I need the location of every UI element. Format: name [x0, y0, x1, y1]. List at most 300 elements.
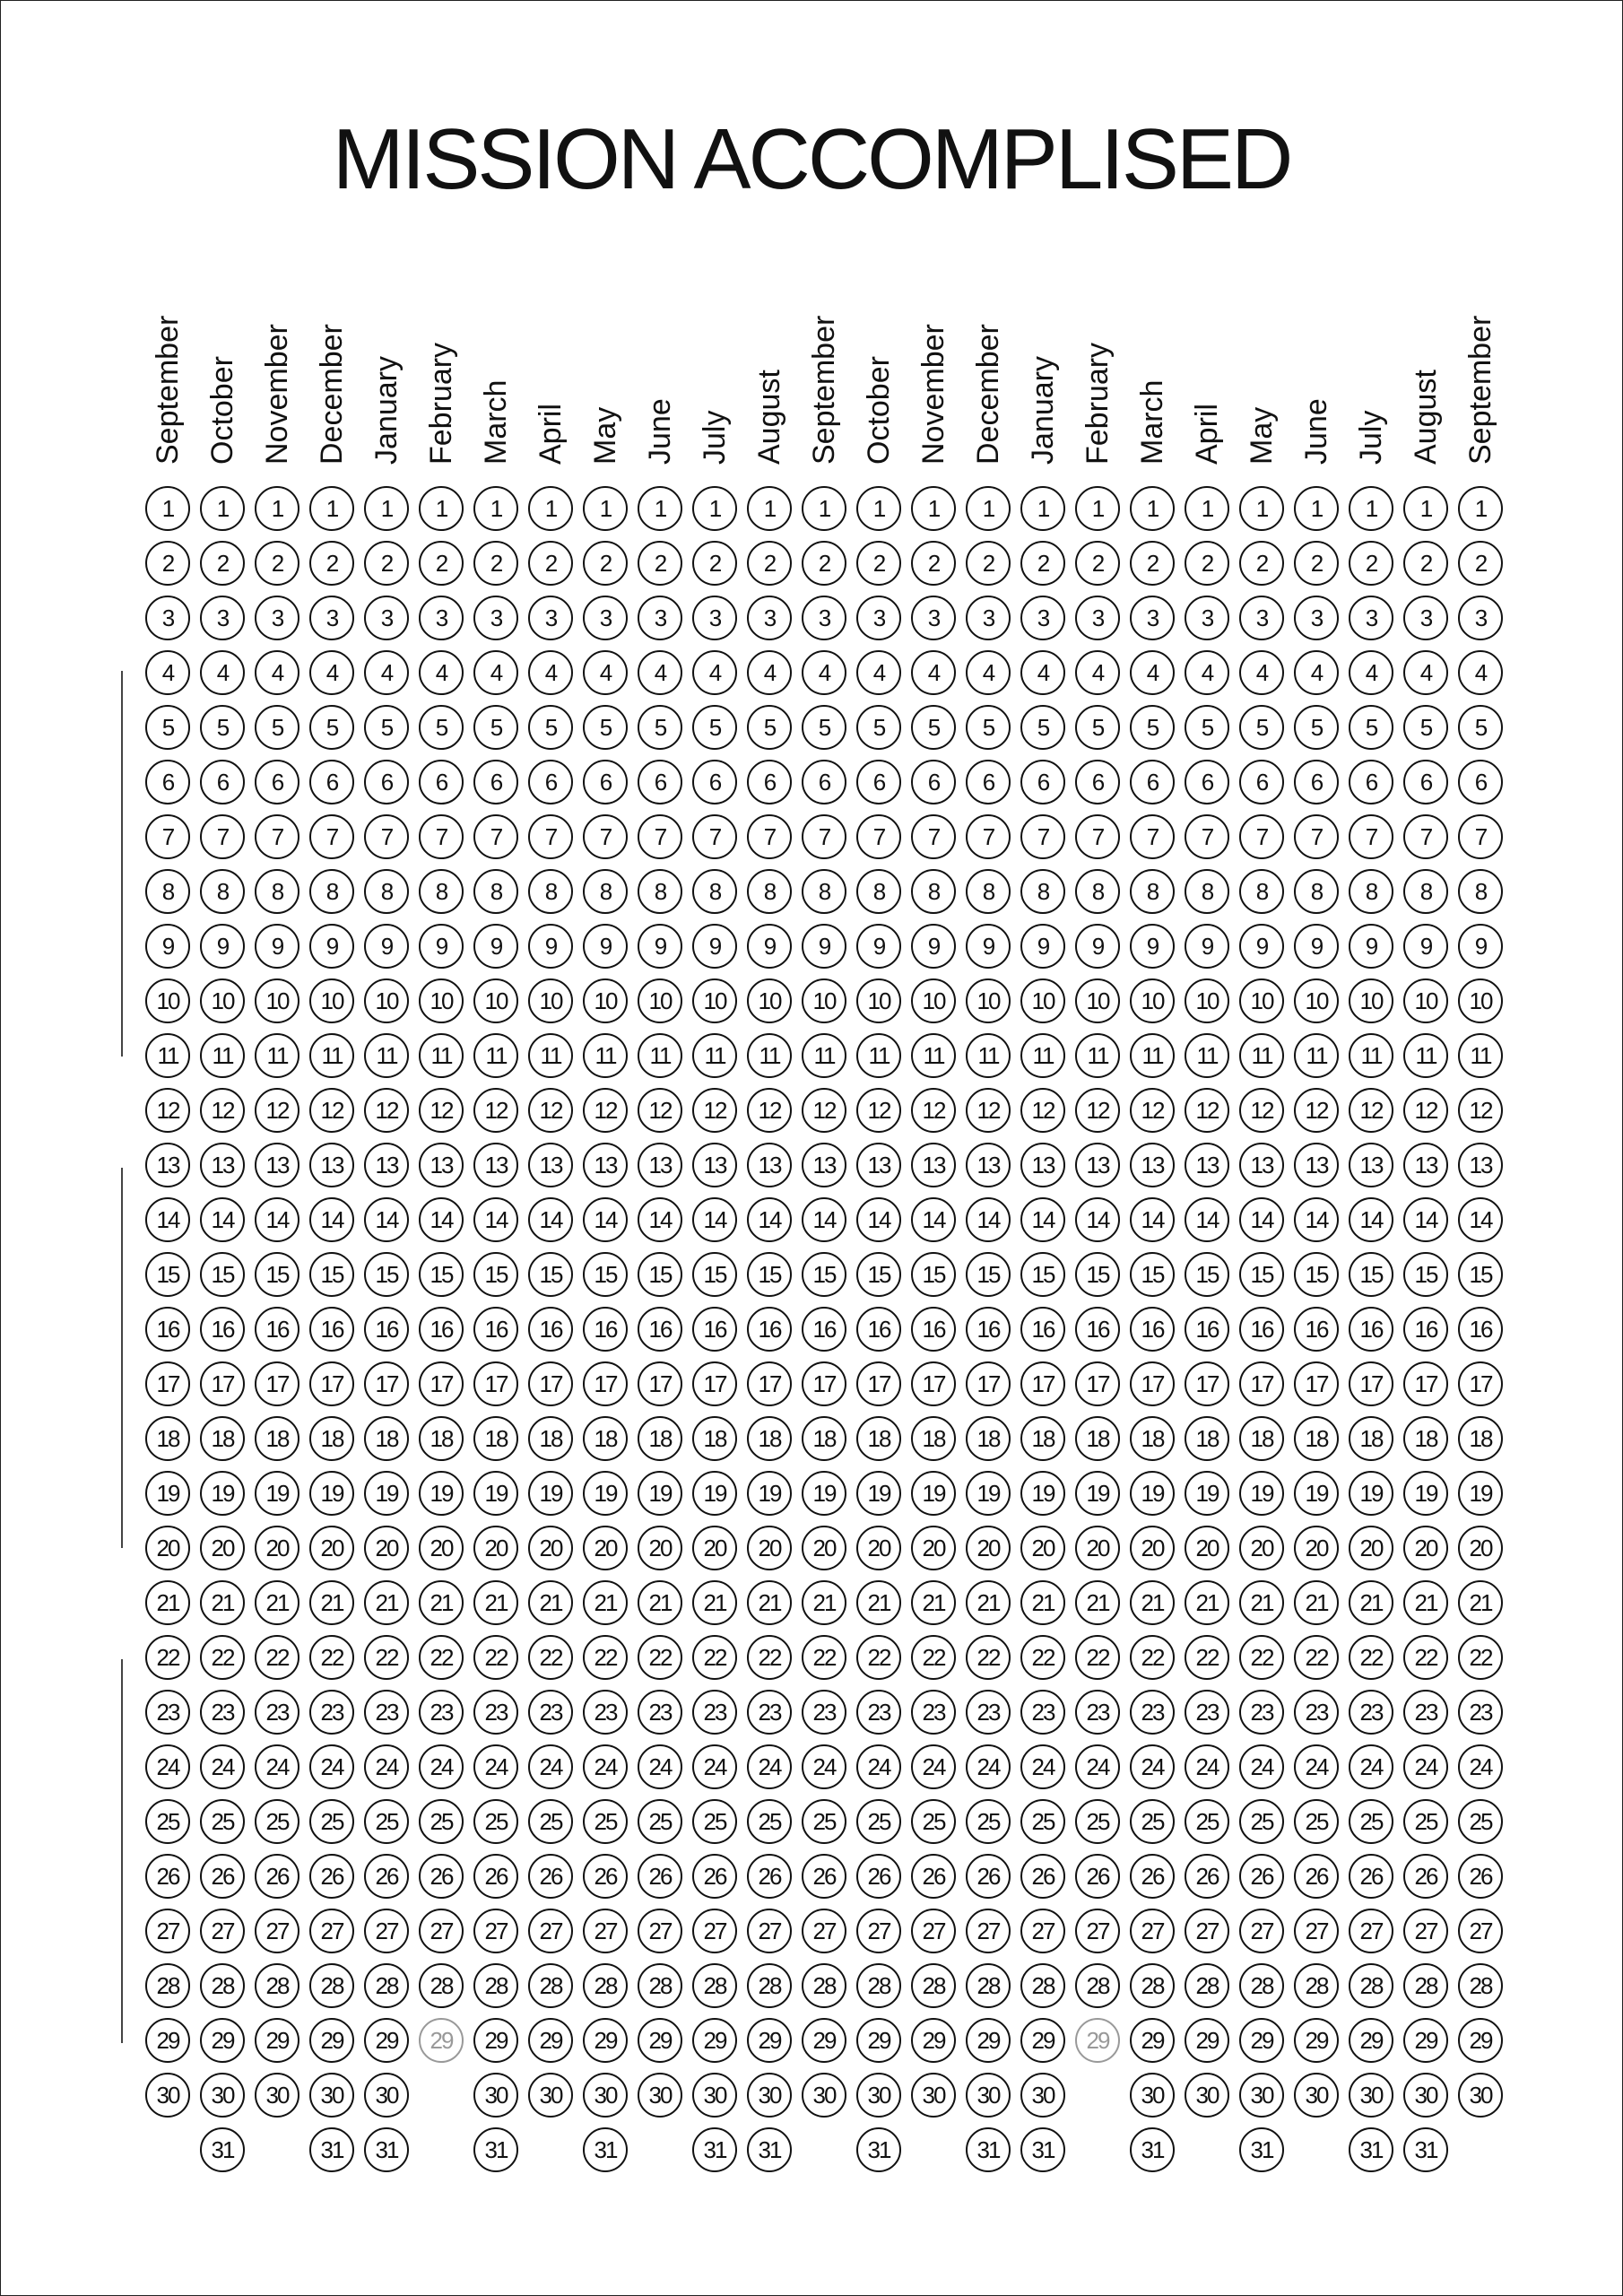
day-circle[interactable]: 24	[911, 1744, 956, 1789]
day-circle[interactable]: 15	[1403, 1252, 1448, 1297]
day-circle[interactable]: 1	[692, 486, 737, 531]
day-circle[interactable]: 24	[1185, 1744, 1229, 1789]
day-circle[interactable]: 29	[1403, 2018, 1448, 2063]
day-circle[interactable]: 12	[1294, 1088, 1339, 1133]
day-circle[interactable]: 17	[911, 1361, 956, 1406]
day-circle[interactable]: 21	[966, 1580, 1011, 1625]
day-circle[interactable]: 25	[528, 1799, 573, 1844]
day-circle[interactable]: 19	[200, 1471, 245, 1516]
day-circle[interactable]: 16	[1185, 1307, 1229, 1352]
day-circle[interactable]: 23	[528, 1690, 573, 1735]
day-circle[interactable]: 13	[364, 1143, 409, 1187]
day-circle[interactable]: 11	[200, 1033, 245, 1078]
day-circle[interactable]: 14	[255, 1197, 299, 1242]
day-circle[interactable]: 14	[1075, 1197, 1120, 1242]
day-circle[interactable]: 13	[966, 1143, 1011, 1187]
day-circle[interactable]: 10	[1403, 978, 1448, 1023]
day-circle[interactable]: 11	[1020, 1033, 1065, 1078]
day-circle[interactable]: 9	[255, 924, 299, 969]
day-circle[interactable]: 29	[419, 2018, 464, 2063]
day-circle[interactable]: 5	[802, 705, 846, 750]
day-circle[interactable]: 25	[1458, 1799, 1503, 1844]
day-circle[interactable]: 6	[692, 760, 737, 804]
day-circle[interactable]: 30	[1349, 2073, 1393, 2118]
day-circle[interactable]: 12	[419, 1088, 464, 1133]
day-circle[interactable]: 14	[747, 1197, 792, 1242]
day-circle[interactable]: 19	[419, 1471, 464, 1516]
day-circle[interactable]: 19	[966, 1471, 1011, 1516]
day-circle[interactable]: 28	[747, 1963, 792, 2008]
day-circle[interactable]: 10	[911, 978, 956, 1023]
day-circle[interactable]: 10	[638, 978, 682, 1023]
day-circle[interactable]: 18	[364, 1416, 409, 1461]
day-circle[interactable]: 16	[692, 1307, 737, 1352]
day-circle[interactable]: 26	[1130, 1854, 1175, 1899]
day-circle[interactable]: 5	[255, 705, 299, 750]
day-circle[interactable]: 22	[747, 1635, 792, 1680]
day-circle[interactable]: 20	[692, 1526, 737, 1570]
day-circle[interactable]: 8	[1130, 869, 1175, 914]
day-circle[interactable]: 4	[692, 650, 737, 695]
day-circle[interactable]: 21	[528, 1580, 573, 1625]
day-circle[interactable]: 21	[145, 1580, 190, 1625]
day-circle[interactable]: 27	[1349, 1909, 1393, 1953]
day-circle[interactable]: 26	[856, 1854, 901, 1899]
day-circle[interactable]: 27	[966, 1909, 1011, 1953]
day-circle[interactable]: 20	[583, 1526, 628, 1570]
day-circle[interactable]: 4	[966, 650, 1011, 695]
day-circle[interactable]: 30	[638, 2073, 682, 2118]
day-circle[interactable]: 17	[255, 1361, 299, 1406]
day-circle[interactable]: 2	[1294, 541, 1339, 586]
day-circle[interactable]: 5	[638, 705, 682, 750]
day-circle[interactable]: 11	[1458, 1033, 1503, 1078]
day-circle[interactable]: 14	[1020, 1197, 1065, 1242]
day-circle[interactable]: 3	[911, 596, 956, 640]
day-circle[interactable]: 19	[1239, 1471, 1284, 1516]
day-circle[interactable]: 6	[1075, 760, 1120, 804]
day-circle[interactable]: 2	[747, 541, 792, 586]
day-circle[interactable]: 30	[966, 2073, 1011, 2118]
day-circle[interactable]: 20	[200, 1526, 245, 1570]
day-circle[interactable]: 24	[802, 1744, 846, 1789]
day-circle[interactable]: 26	[255, 1854, 299, 1899]
day-circle[interactable]: 18	[1458, 1416, 1503, 1461]
day-circle[interactable]: 11	[473, 1033, 518, 1078]
day-circle[interactable]: 1	[309, 486, 354, 531]
day-circle[interactable]: 17	[638, 1361, 682, 1406]
day-circle[interactable]: 27	[802, 1909, 846, 1953]
day-circle[interactable]: 29	[638, 2018, 682, 2063]
day-circle[interactable]: 6	[364, 760, 409, 804]
day-circle[interactable]: 30	[1403, 2073, 1448, 2118]
day-circle[interactable]: 7	[966, 814, 1011, 859]
day-circle[interactable]: 23	[1239, 1690, 1284, 1735]
day-circle[interactable]: 15	[364, 1252, 409, 1297]
day-circle[interactable]: 19	[1294, 1471, 1339, 1516]
day-circle[interactable]: 14	[364, 1197, 409, 1242]
day-circle[interactable]: 25	[364, 1799, 409, 1844]
day-circle[interactable]: 23	[364, 1690, 409, 1735]
day-circle[interactable]: 30	[1239, 2073, 1284, 2118]
day-circle[interactable]: 2	[856, 541, 901, 586]
day-circle[interactable]: 16	[1403, 1307, 1448, 1352]
day-circle[interactable]: 25	[255, 1799, 299, 1844]
day-circle[interactable]: 21	[1239, 1580, 1284, 1625]
day-circle[interactable]: 17	[145, 1361, 190, 1406]
day-circle[interactable]: 5	[1130, 705, 1175, 750]
day-circle[interactable]: 12	[528, 1088, 573, 1133]
day-circle[interactable]: 21	[856, 1580, 901, 1625]
day-circle[interactable]: 25	[1020, 1799, 1065, 1844]
day-circle[interactable]: 11	[1130, 1033, 1175, 1078]
day-circle[interactable]: 18	[1294, 1416, 1339, 1461]
day-circle[interactable]: 7	[747, 814, 792, 859]
day-circle[interactable]: 27	[528, 1909, 573, 1953]
day-circle[interactable]: 31	[1403, 2127, 1448, 2172]
day-circle[interactable]: 31	[200, 2127, 245, 2172]
day-circle[interactable]: 7	[309, 814, 354, 859]
day-circle[interactable]: 15	[856, 1252, 901, 1297]
day-circle[interactable]: 24	[1294, 1744, 1339, 1789]
day-circle[interactable]: 8	[856, 869, 901, 914]
day-circle[interactable]: 25	[473, 1799, 518, 1844]
day-circle[interactable]: 18	[692, 1416, 737, 1461]
day-circle[interactable]: 2	[1403, 541, 1448, 586]
day-circle[interactable]: 12	[255, 1088, 299, 1133]
day-circle[interactable]: 21	[638, 1580, 682, 1625]
day-circle[interactable]: 10	[1020, 978, 1065, 1023]
day-circle[interactable]: 22	[638, 1635, 682, 1680]
day-circle[interactable]: 9	[856, 924, 901, 969]
day-circle[interactable]: 15	[200, 1252, 245, 1297]
day-circle[interactable]: 18	[802, 1416, 846, 1461]
day-circle[interactable]: 18	[583, 1416, 628, 1461]
day-circle[interactable]: 28	[966, 1963, 1011, 2008]
day-circle[interactable]: 30	[747, 2073, 792, 2118]
day-circle[interactable]: 4	[1403, 650, 1448, 695]
day-circle[interactable]: 6	[1130, 760, 1175, 804]
day-circle[interactable]: 6	[1020, 760, 1065, 804]
day-circle[interactable]: 2	[583, 541, 628, 586]
day-circle[interactable]: 21	[255, 1580, 299, 1625]
day-circle[interactable]: 27	[255, 1909, 299, 1953]
day-circle[interactable]: 2	[255, 541, 299, 586]
day-circle[interactable]: 20	[1294, 1526, 1339, 1570]
day-circle[interactable]: 17	[1020, 1361, 1065, 1406]
day-circle[interactable]: 27	[1130, 1909, 1175, 1953]
day-circle[interactable]: 12	[1349, 1088, 1393, 1133]
day-circle[interactable]: 2	[200, 541, 245, 586]
day-circle[interactable]: 20	[1020, 1526, 1065, 1570]
day-circle[interactable]: 22	[1020, 1635, 1065, 1680]
day-circle[interactable]: 19	[528, 1471, 573, 1516]
day-circle[interactable]: 8	[1403, 869, 1448, 914]
day-circle[interactable]: 20	[856, 1526, 901, 1570]
day-circle[interactable]: 13	[692, 1143, 737, 1187]
day-circle[interactable]: 29	[583, 2018, 628, 2063]
day-circle[interactable]: 30	[692, 2073, 737, 2118]
day-circle[interactable]: 3	[473, 596, 518, 640]
day-circle[interactable]: 31	[309, 2127, 354, 2172]
day-circle[interactable]: 30	[1130, 2073, 1175, 2118]
day-circle[interactable]: 6	[528, 760, 573, 804]
day-circle[interactable]: 12	[309, 1088, 354, 1133]
day-circle[interactable]: 16	[528, 1307, 573, 1352]
day-circle[interactable]: 17	[1075, 1361, 1120, 1406]
day-circle[interactable]: 8	[419, 869, 464, 914]
day-circle[interactable]: 31	[1020, 2127, 1065, 2172]
day-circle[interactable]: 15	[1130, 1252, 1175, 1297]
day-circle[interactable]: 10	[1349, 978, 1393, 1023]
day-circle[interactable]: 26	[528, 1854, 573, 1899]
day-circle[interactable]: 25	[1075, 1799, 1120, 1844]
day-circle[interactable]: 15	[966, 1252, 1011, 1297]
day-circle[interactable]: 4	[856, 650, 901, 695]
day-circle[interactable]: 21	[473, 1580, 518, 1625]
day-circle[interactable]: 21	[309, 1580, 354, 1625]
day-circle[interactable]: 20	[473, 1526, 518, 1570]
day-circle[interactable]: 30	[1294, 2073, 1339, 2118]
day-circle[interactable]: 2	[528, 541, 573, 586]
day-circle[interactable]: 9	[200, 924, 245, 969]
day-circle[interactable]: 3	[638, 596, 682, 640]
day-circle[interactable]: 5	[309, 705, 354, 750]
day-circle[interactable]: 1	[1458, 486, 1503, 531]
day-circle[interactable]: 15	[747, 1252, 792, 1297]
day-circle[interactable]: 22	[200, 1635, 245, 1680]
day-circle[interactable]: 19	[309, 1471, 354, 1516]
day-circle[interactable]: 17	[692, 1361, 737, 1406]
day-circle[interactable]: 25	[966, 1799, 1011, 1844]
day-circle[interactable]: 9	[528, 924, 573, 969]
day-circle[interactable]: 27	[473, 1909, 518, 1953]
day-circle[interactable]: 4	[747, 650, 792, 695]
day-circle[interactable]: 10	[1075, 978, 1120, 1023]
day-circle[interactable]: 9	[309, 924, 354, 969]
day-circle[interactable]: 13	[911, 1143, 956, 1187]
day-circle[interactable]: 23	[911, 1690, 956, 1735]
day-circle[interactable]: 24	[1020, 1744, 1065, 1789]
day-circle[interactable]: 23	[638, 1690, 682, 1735]
day-circle[interactable]: 24	[966, 1744, 1011, 1789]
day-circle[interactable]: 6	[1349, 760, 1393, 804]
day-circle[interactable]: 17	[419, 1361, 464, 1406]
day-circle[interactable]: 7	[1185, 814, 1229, 859]
day-circle[interactable]: 24	[364, 1744, 409, 1789]
day-circle[interactable]: 12	[200, 1088, 245, 1133]
day-circle[interactable]: 27	[200, 1909, 245, 1953]
day-circle[interactable]: 2	[802, 541, 846, 586]
day-circle[interactable]: 11	[1075, 1033, 1120, 1078]
day-circle[interactable]: 7	[802, 814, 846, 859]
day-circle[interactable]: 15	[1020, 1252, 1065, 1297]
day-circle[interactable]: 15	[583, 1252, 628, 1297]
day-circle[interactable]: 6	[747, 760, 792, 804]
day-circle[interactable]: 3	[1185, 596, 1229, 640]
day-circle[interactable]: 12	[1020, 1088, 1065, 1133]
day-circle[interactable]: 29	[528, 2018, 573, 2063]
day-circle[interactable]: 11	[419, 1033, 464, 1078]
day-circle[interactable]: 28	[255, 1963, 299, 2008]
day-circle[interactable]: 28	[1130, 1963, 1175, 2008]
day-circle[interactable]: 30	[200, 2073, 245, 2118]
day-circle[interactable]: 13	[1349, 1143, 1393, 1187]
day-circle[interactable]: 22	[255, 1635, 299, 1680]
day-circle[interactable]: 9	[911, 924, 956, 969]
day-circle[interactable]: 13	[200, 1143, 245, 1187]
day-circle[interactable]: 21	[1185, 1580, 1229, 1625]
day-circle[interactable]: 22	[1075, 1635, 1120, 1680]
day-circle[interactable]: 19	[1349, 1471, 1393, 1516]
day-circle[interactable]: 20	[966, 1526, 1011, 1570]
day-circle[interactable]: 17	[966, 1361, 1011, 1406]
day-circle[interactable]: 16	[419, 1307, 464, 1352]
day-circle[interactable]: 11	[255, 1033, 299, 1078]
day-circle[interactable]: 12	[692, 1088, 737, 1133]
day-circle[interactable]: 4	[1349, 650, 1393, 695]
day-circle[interactable]: 14	[1239, 1197, 1284, 1242]
day-circle[interactable]: 3	[1239, 596, 1284, 640]
day-circle[interactable]: 10	[364, 978, 409, 1023]
day-circle[interactable]: 8	[638, 869, 682, 914]
day-circle[interactable]: 22	[1349, 1635, 1393, 1680]
day-circle[interactable]: 26	[966, 1854, 1011, 1899]
day-circle[interactable]: 22	[145, 1635, 190, 1680]
day-circle[interactable]: 26	[419, 1854, 464, 1899]
day-circle[interactable]: 20	[364, 1526, 409, 1570]
day-circle[interactable]: 6	[1458, 760, 1503, 804]
day-circle[interactable]: 28	[145, 1963, 190, 2008]
day-circle[interactable]: 13	[309, 1143, 354, 1187]
day-circle[interactable]: 18	[473, 1416, 518, 1461]
day-circle[interactable]: 3	[255, 596, 299, 640]
day-circle[interactable]: 20	[145, 1526, 190, 1570]
day-circle[interactable]: 14	[1130, 1197, 1175, 1242]
day-circle[interactable]: 25	[1294, 1799, 1339, 1844]
day-circle[interactable]: 12	[1403, 1088, 1448, 1133]
day-circle[interactable]: 10	[1294, 978, 1339, 1023]
day-circle[interactable]: 29	[200, 2018, 245, 2063]
day-circle[interactable]: 28	[583, 1963, 628, 2008]
day-circle[interactable]: 4	[1130, 650, 1175, 695]
day-circle[interactable]: 1	[255, 486, 299, 531]
day-circle[interactable]: 14	[856, 1197, 901, 1242]
day-circle[interactable]: 15	[1239, 1252, 1284, 1297]
day-circle[interactable]: 8	[364, 869, 409, 914]
day-circle[interactable]: 20	[1349, 1526, 1393, 1570]
day-circle[interactable]: 1	[747, 486, 792, 531]
day-circle[interactable]: 15	[911, 1252, 956, 1297]
day-circle[interactable]: 23	[802, 1690, 846, 1735]
day-circle[interactable]: 16	[1239, 1307, 1284, 1352]
day-circle[interactable]: 13	[1458, 1143, 1503, 1187]
day-circle[interactable]: 16	[583, 1307, 628, 1352]
day-circle[interactable]: 11	[1239, 1033, 1284, 1078]
day-circle[interactable]: 28	[1458, 1963, 1503, 2008]
day-circle[interactable]: 9	[1185, 924, 1229, 969]
day-circle[interactable]: 13	[638, 1143, 682, 1187]
day-circle[interactable]: 16	[364, 1307, 409, 1352]
day-circle[interactable]: 10	[966, 978, 1011, 1023]
day-circle[interactable]: 1	[911, 486, 956, 531]
day-circle[interactable]: 3	[966, 596, 1011, 640]
day-circle[interactable]: 9	[1130, 924, 1175, 969]
day-circle[interactable]: 1	[1130, 486, 1175, 531]
day-circle[interactable]: 25	[638, 1799, 682, 1844]
day-circle[interactable]: 16	[145, 1307, 190, 1352]
day-circle[interactable]: 31	[583, 2127, 628, 2172]
day-circle[interactable]: 26	[364, 1854, 409, 1899]
day-circle[interactable]: 18	[309, 1416, 354, 1461]
day-circle[interactable]: 23	[1185, 1690, 1229, 1735]
day-circle[interactable]: 28	[1020, 1963, 1065, 2008]
day-circle[interactable]: 5	[1403, 705, 1448, 750]
day-circle[interactable]: 12	[966, 1088, 1011, 1133]
day-circle[interactable]: 5	[364, 705, 409, 750]
day-circle[interactable]: 15	[309, 1252, 354, 1297]
day-circle[interactable]: 3	[200, 596, 245, 640]
day-circle[interactable]: 21	[1020, 1580, 1065, 1625]
day-circle[interactable]: 13	[802, 1143, 846, 1187]
day-circle[interactable]: 13	[856, 1143, 901, 1187]
day-circle[interactable]: 12	[747, 1088, 792, 1133]
day-circle[interactable]: 31	[1349, 2127, 1393, 2172]
day-circle[interactable]: 18	[419, 1416, 464, 1461]
day-circle[interactable]: 27	[638, 1909, 682, 1953]
day-circle[interactable]: 1	[802, 486, 846, 531]
day-circle[interactable]: 26	[1294, 1854, 1339, 1899]
day-circle[interactable]: 4	[1185, 650, 1229, 695]
day-circle[interactable]: 6	[1239, 760, 1284, 804]
day-circle[interactable]: 18	[145, 1416, 190, 1461]
day-circle[interactable]: 1	[638, 486, 682, 531]
day-circle[interactable]: 24	[419, 1744, 464, 1789]
day-circle[interactable]: 8	[1185, 869, 1229, 914]
day-circle[interactable]: 28	[1185, 1963, 1229, 2008]
day-circle[interactable]: 10	[145, 978, 190, 1023]
day-circle[interactable]: 31	[473, 2127, 518, 2172]
day-circle[interactable]: 14	[473, 1197, 518, 1242]
day-circle[interactable]: 27	[364, 1909, 409, 1953]
day-circle[interactable]: 5	[966, 705, 1011, 750]
day-circle[interactable]: 31	[1239, 2127, 1284, 2172]
day-circle[interactable]: 17	[364, 1361, 409, 1406]
day-circle[interactable]: 4	[802, 650, 846, 695]
day-circle[interactable]: 28	[911, 1963, 956, 2008]
day-circle[interactable]: 17	[200, 1361, 245, 1406]
day-circle[interactable]: 15	[473, 1252, 518, 1297]
day-circle[interactable]: 11	[528, 1033, 573, 1078]
day-circle[interactable]: 29	[1185, 2018, 1229, 2063]
day-circle[interactable]: 14	[528, 1197, 573, 1242]
day-circle[interactable]: 9	[1349, 924, 1393, 969]
day-circle[interactable]: 29	[1458, 2018, 1503, 2063]
day-circle[interactable]: 3	[1130, 596, 1175, 640]
day-circle[interactable]: 7	[255, 814, 299, 859]
day-circle[interactable]: 14	[1185, 1197, 1229, 1242]
day-circle[interactable]: 27	[1294, 1909, 1339, 1953]
day-circle[interactable]: 16	[638, 1307, 682, 1352]
day-circle[interactable]: 3	[856, 596, 901, 640]
day-circle[interactable]: 30	[911, 2073, 956, 2118]
day-circle[interactable]: 31	[747, 2127, 792, 2172]
day-circle[interactable]: 16	[473, 1307, 518, 1352]
day-circle[interactable]: 10	[1130, 978, 1175, 1023]
day-circle[interactable]: 23	[747, 1690, 792, 1735]
day-circle[interactable]: 12	[1130, 1088, 1175, 1133]
day-circle[interactable]: 25	[1185, 1799, 1229, 1844]
